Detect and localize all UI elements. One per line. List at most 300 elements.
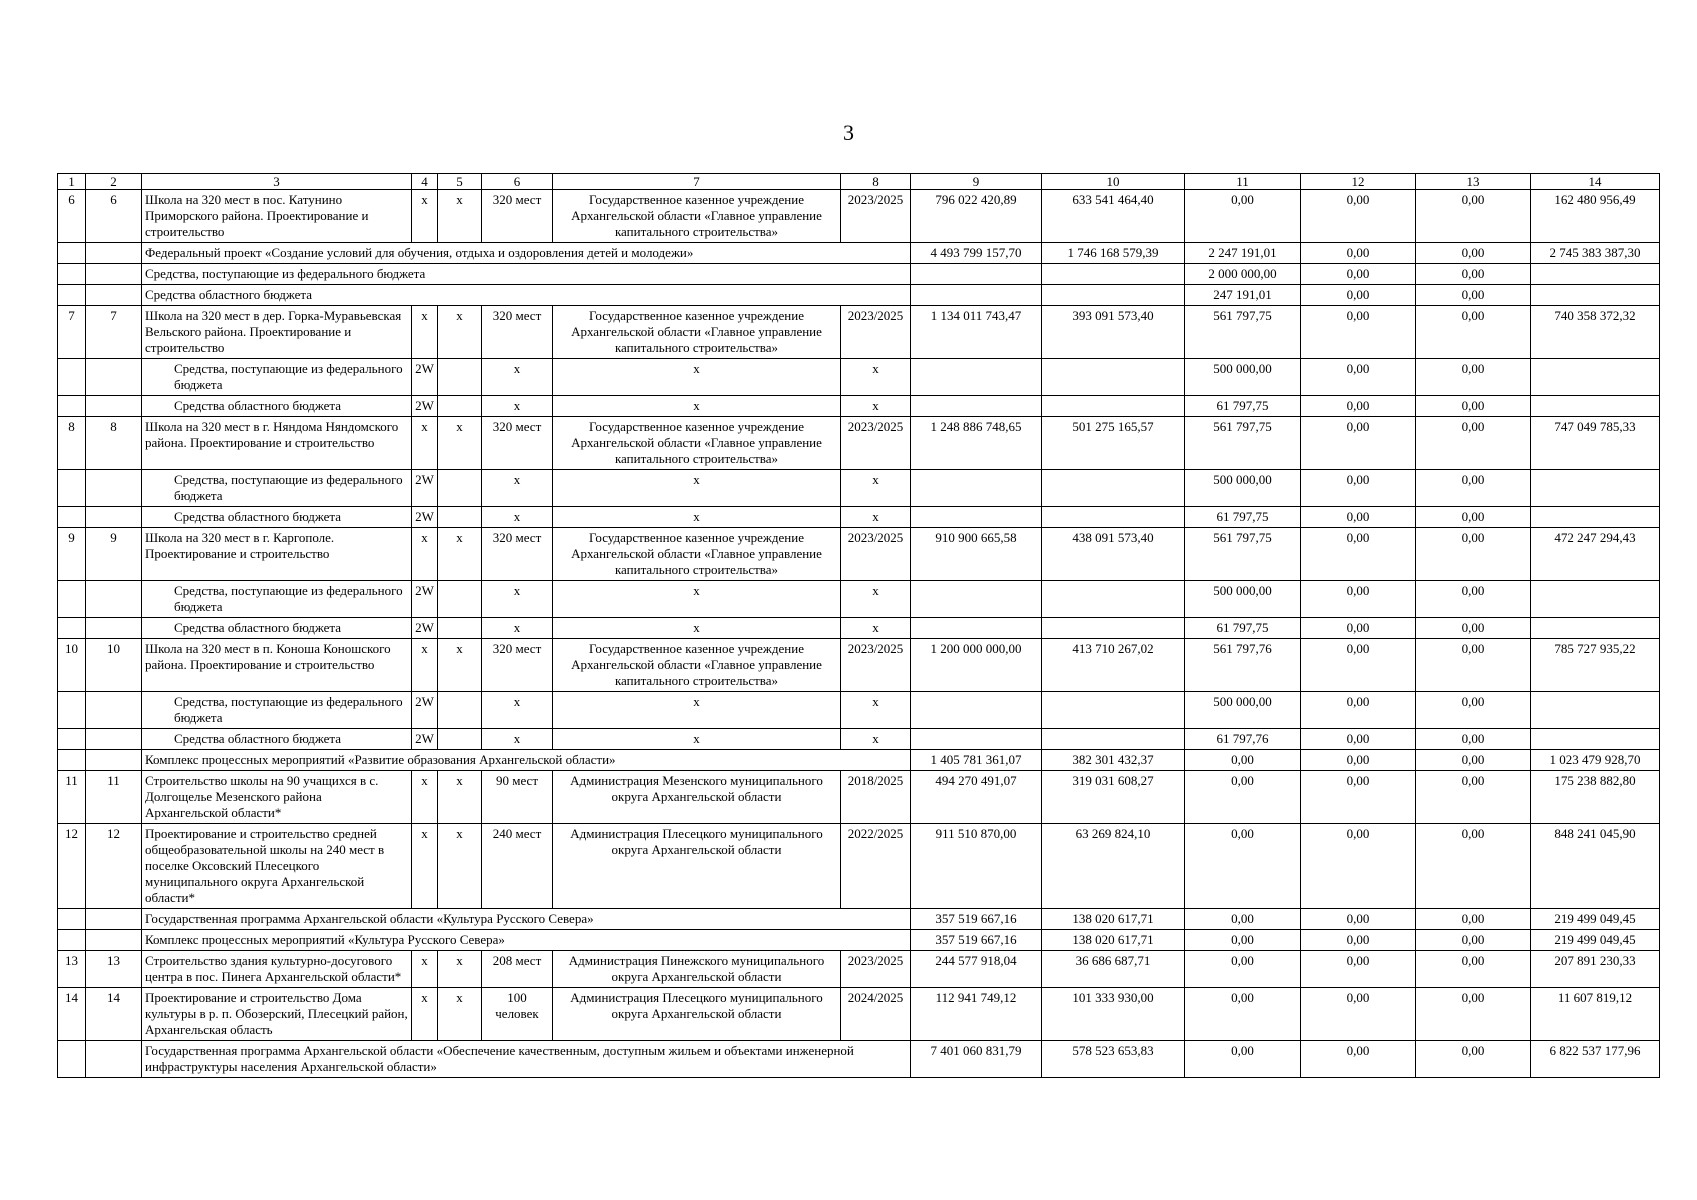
object-name: Проектирование и строительство средней общеобразовательной школы на 240 мест в поселке Оксовский Плесецкого муниципального округа Архангельской области* <box>142 824 412 909</box>
attribute-cell: х <box>412 951 438 988</box>
amount-cell <box>1531 264 1660 285</box>
attribute-cell: х <box>841 507 911 528</box>
row-number <box>58 581 86 618</box>
funding-source-label: Средства, поступающие из федерального бюджета <box>142 692 412 729</box>
amount-cell: 357 519 667,16 <box>911 909 1042 930</box>
attribute-cell: х <box>553 507 841 528</box>
amount-cell: 219 499 049,45 <box>1531 930 1660 951</box>
row-number: 8 <box>86 417 142 470</box>
amount-cell: 0,00 <box>1301 639 1416 692</box>
amount-cell: 911 510 870,00 <box>911 824 1042 909</box>
attribute-cell: Государственное казенное учреждение Архангельской области «Главное управление капитального строительства» <box>553 528 841 581</box>
amount-cell <box>911 507 1042 528</box>
amount-cell: 500 000,00 <box>1185 470 1301 507</box>
attribute-cell: х <box>438 417 482 470</box>
amount-cell: 633 541 464,40 <box>1042 190 1185 243</box>
attribute-cell: 320 мест <box>482 190 553 243</box>
amount-cell <box>1531 581 1660 618</box>
row-number: 6 <box>86 190 142 243</box>
column-number-8: 8 <box>841 174 911 190</box>
row-number <box>58 470 86 507</box>
header-row <box>58 174 1660 190</box>
attribute-cell: 208 мест <box>482 951 553 988</box>
funding-source-row <box>58 507 1660 528</box>
amount-cell: 0,00 <box>1301 729 1416 750</box>
amount-cell <box>1531 470 1660 507</box>
amount-cell: 6 822 537 177,96 <box>1531 1041 1660 1078</box>
column-number-14: 14 <box>1531 174 1660 190</box>
amount-cell <box>911 359 1042 396</box>
funding-source-row <box>58 396 1660 417</box>
amount-cell: 0,00 <box>1185 951 1301 988</box>
funding-source-row <box>58 692 1660 729</box>
empty-cell <box>86 264 142 285</box>
attribute-cell: 2022/2025 <box>841 824 911 909</box>
amount-cell <box>1042 359 1185 396</box>
amount-cell: 472 247 294,43 <box>1531 528 1660 581</box>
object-row <box>58 306 1660 359</box>
amount-cell: 0,00 <box>1185 190 1301 243</box>
attribute-cell: Государственное казенное учреждение Архангельской области «Главное управление капитального строительства» <box>553 306 841 359</box>
attribute-cell: х <box>482 507 553 528</box>
attribute-cell: 2W <box>412 729 438 750</box>
empty-cell <box>58 909 86 930</box>
amount-cell: 1 200 000 000,00 <box>911 639 1042 692</box>
object-row <box>58 824 1660 909</box>
amount-cell: 0,00 <box>1301 581 1416 618</box>
section-title: Комплекс процессных мероприятий «Развитие образования Архангельской области» <box>142 750 911 771</box>
attribute-cell: 2W <box>412 359 438 396</box>
object-name: Школа на 320 мест в дер. Горка-Муравьевская Вельского района. Проектирование и строительство <box>142 306 412 359</box>
amount-cell: 1 405 781 361,07 <box>911 750 1042 771</box>
amount-cell: 0,00 <box>1416 824 1531 909</box>
attribute-cell: Государственное казенное учреждение Архангельской области «Главное управление капитального строительства» <box>553 417 841 470</box>
amount-cell <box>911 470 1042 507</box>
column-number-5: 5 <box>438 174 482 190</box>
funding-source-label: Средства, поступающие из федерального бюджета <box>142 581 412 618</box>
section-total-row <box>58 285 1660 306</box>
empty-cell <box>86 750 142 771</box>
amount-cell: 0,00 <box>1416 470 1531 507</box>
attribute-cell: 2W <box>412 618 438 639</box>
page-number: 3 <box>843 120 854 145</box>
amount-cell: 0,00 <box>1416 771 1531 824</box>
object-row <box>58 639 1660 692</box>
attribute-cell: 2023/2025 <box>841 306 911 359</box>
attribute-cell: Администрация Мезенского муниципального округа Архангельской области <box>553 771 841 824</box>
attribute-cell: х <box>482 359 553 396</box>
empty-cell <box>86 909 142 930</box>
attribute-cell: 2023/2025 <box>841 951 911 988</box>
amount-cell: 0,00 <box>1416 618 1531 639</box>
amount-cell: 747 049 785,33 <box>1531 417 1660 470</box>
amount-cell: 740 358 372,32 <box>1531 306 1660 359</box>
object-name: Школа на 320 мест в г. Няндома Няндомского района. Проектирование и строительство <box>142 417 412 470</box>
amount-cell <box>1042 618 1185 639</box>
attribute-cell: х <box>482 729 553 750</box>
amount-cell: 561 797,75 <box>1185 417 1301 470</box>
object-row <box>58 988 1660 1041</box>
attribute-cell: 2023/2025 <box>841 417 911 470</box>
row-number <box>86 359 142 396</box>
amount-cell: 382 301 432,37 <box>1042 750 1185 771</box>
amount-cell: 0,00 <box>1416 988 1531 1041</box>
column-number-2: 2 <box>86 174 142 190</box>
attribute-cell: х <box>553 692 841 729</box>
attribute-cell: 2023/2025 <box>841 528 911 581</box>
amount-cell: 848 241 045,90 <box>1531 824 1660 909</box>
attribute-cell: 2023/2025 <box>841 190 911 243</box>
funding-source-label: Средства областного бюджета <box>142 396 412 417</box>
amount-cell: 0,00 <box>1416 417 1531 470</box>
attribute-cell: х <box>412 639 438 692</box>
amount-cell: 0,00 <box>1416 507 1531 528</box>
amount-cell: 0,00 <box>1185 909 1301 930</box>
amount-cell: 61 797,75 <box>1185 396 1301 417</box>
attribute-cell <box>438 692 482 729</box>
amount-cell: 910 900 665,58 <box>911 528 1042 581</box>
attribute-cell: х <box>841 729 911 750</box>
amount-cell: 0,00 <box>1185 824 1301 909</box>
amount-cell: 247 191,01 <box>1185 285 1301 306</box>
amount-cell <box>1531 396 1660 417</box>
attribute-cell: х <box>438 528 482 581</box>
section-total-row <box>58 264 1660 285</box>
amount-cell: 0,00 <box>1185 930 1301 951</box>
amount-cell: 0,00 <box>1416 285 1531 306</box>
row-number: 9 <box>58 528 86 581</box>
amount-cell: 7 401 060 831,79 <box>911 1041 1042 1078</box>
amount-cell: 0,00 <box>1416 930 1531 951</box>
amount-cell <box>1042 396 1185 417</box>
amount-cell: 0,00 <box>1301 618 1416 639</box>
amount-cell: 2 247 191,01 <box>1185 243 1301 264</box>
attribute-cell: х <box>841 470 911 507</box>
row-number: 11 <box>86 771 142 824</box>
attribute-cell: 2W <box>412 470 438 507</box>
funding-source-row <box>58 581 1660 618</box>
funding-source-row <box>58 729 1660 750</box>
amount-cell: 244 577 918,04 <box>911 951 1042 988</box>
amount-cell: 0,00 <box>1301 190 1416 243</box>
attribute-cell: х <box>438 190 482 243</box>
attribute-cell: х <box>553 359 841 396</box>
section-title: Средства областного бюджета <box>142 285 911 306</box>
amount-cell: 0,00 <box>1301 692 1416 729</box>
attribute-cell: х <box>553 581 841 618</box>
attribute-cell: 240 мест <box>482 824 553 909</box>
amount-cell: 561 797,75 <box>1185 306 1301 359</box>
amount-cell: 0,00 <box>1416 951 1531 988</box>
amount-cell: 0,00 <box>1416 1041 1531 1078</box>
amount-cell: 0,00 <box>1416 306 1531 359</box>
amount-cell: 0,00 <box>1301 951 1416 988</box>
empty-cell <box>58 1041 86 1078</box>
amount-cell: 500 000,00 <box>1185 359 1301 396</box>
attribute-cell: х <box>438 771 482 824</box>
object-name: Строительство здания культурно-досугового центра в пос. Пинега Архангельской области* <box>142 951 412 988</box>
object-name: Проектирование и строительство Дома культуры в р. п. Обозерский, Плесецкий район, Архангельская область <box>142 988 412 1041</box>
amount-cell: 138 020 617,71 <box>1042 909 1185 930</box>
attribute-cell: 320 мест <box>482 639 553 692</box>
amount-cell: 0,00 <box>1185 1041 1301 1078</box>
section-title: Федеральный проект «Создание условий для обучения, отдыха и оздоровления детей и молодежи» <box>142 243 911 264</box>
object-row <box>58 951 1660 988</box>
amount-cell <box>1531 285 1660 306</box>
row-number <box>58 618 86 639</box>
amount-cell: 0,00 <box>1301 930 1416 951</box>
attribute-cell: х <box>841 581 911 618</box>
amount-cell: 0,00 <box>1301 417 1416 470</box>
attribute-cell: Администрация Плесецкого муниципального округа Архангельской области <box>553 988 841 1041</box>
section-title: Государственная программа Архангельской области «Обеспечение качественным, доступным жильем и объектами инженерной инфраструктуры населения Архангельской области» <box>142 1041 911 1078</box>
empty-cell <box>58 285 86 306</box>
empty-cell <box>86 1041 142 1078</box>
amount-cell: 0,00 <box>1301 988 1416 1041</box>
row-number <box>58 396 86 417</box>
amount-cell: 0,00 <box>1301 507 1416 528</box>
row-number: 13 <box>86 951 142 988</box>
column-number-1: 1 <box>58 174 86 190</box>
row-number <box>86 618 142 639</box>
attribute-cell: х <box>553 729 841 750</box>
amount-cell: 413 710 267,02 <box>1042 639 1185 692</box>
amount-cell <box>1042 470 1185 507</box>
amount-cell: 61 797,75 <box>1185 507 1301 528</box>
row-number: 10 <box>86 639 142 692</box>
amount-cell: 1 248 886 748,65 <box>911 417 1042 470</box>
attribute-cell <box>438 359 482 396</box>
amount-cell: 0,00 <box>1301 1041 1416 1078</box>
column-number-11: 11 <box>1185 174 1301 190</box>
amount-cell: 438 091 573,40 <box>1042 528 1185 581</box>
attribute-cell: х <box>482 470 553 507</box>
object-name: Школа на 320 мест в г. Каргополе. Проектирование и строительство <box>142 528 412 581</box>
attribute-cell: х <box>412 306 438 359</box>
amount-cell: 0,00 <box>1301 771 1416 824</box>
amount-cell: 0,00 <box>1301 264 1416 285</box>
attribute-cell: х <box>438 824 482 909</box>
amount-cell: 0,00 <box>1416 396 1531 417</box>
attribute-cell: 2024/2025 <box>841 988 911 1041</box>
amount-cell <box>1531 359 1660 396</box>
column-number-3: 3 <box>142 174 412 190</box>
amount-cell: 785 727 935,22 <box>1531 639 1660 692</box>
attribute-cell <box>438 507 482 528</box>
amount-cell: 319 031 608,27 <box>1042 771 1185 824</box>
amount-cell: 0,00 <box>1301 909 1416 930</box>
row-number <box>86 692 142 729</box>
amount-cell: 0,00 <box>1416 639 1531 692</box>
object-name: Школа на 320 мест в пос. Катунино Приморского района. Проектирование и строительство <box>142 190 412 243</box>
amount-cell: 0,00 <box>1301 470 1416 507</box>
attribute-cell: х <box>412 824 438 909</box>
row-number: 13 <box>58 951 86 988</box>
amount-cell <box>1042 729 1185 750</box>
amount-cell: 500 000,00 <box>1185 692 1301 729</box>
funding-source-label: Средства, поступающие из федерального бюджета <box>142 470 412 507</box>
empty-cell <box>58 930 86 951</box>
amount-cell: 494 270 491,07 <box>911 771 1042 824</box>
row-number: 9 <box>86 528 142 581</box>
attribute-cell <box>438 396 482 417</box>
column-number-10: 10 <box>1042 174 1185 190</box>
amount-cell <box>911 396 1042 417</box>
amount-cell: 501 275 165,57 <box>1042 417 1185 470</box>
attribute-cell: Государственное казенное учреждение Архангельской области «Главное управление капитального строительства» <box>553 639 841 692</box>
attribute-cell: х <box>841 359 911 396</box>
attribute-cell: х <box>438 951 482 988</box>
amount-cell <box>911 285 1042 306</box>
section-title: Государственная программа Архангельской области «Культура Русского Севера» <box>142 909 911 930</box>
attribute-cell: 100 человек <box>482 988 553 1041</box>
column-number-4: 4 <box>412 174 438 190</box>
attribute-cell: х <box>841 618 911 639</box>
amount-cell: 61 797,76 <box>1185 729 1301 750</box>
amount-cell: 63 269 824,10 <box>1042 824 1185 909</box>
attribute-cell <box>438 729 482 750</box>
amount-cell: 175 238 882,80 <box>1531 771 1660 824</box>
attribute-cell <box>438 581 482 618</box>
section-total-row <box>58 1041 1660 1078</box>
funding-source-label: Средства областного бюджета <box>142 507 412 528</box>
amount-cell: 207 891 230,33 <box>1531 951 1660 988</box>
row-number <box>86 396 142 417</box>
row-number: 10 <box>58 639 86 692</box>
amount-cell: 357 519 667,16 <box>911 930 1042 951</box>
row-number: 14 <box>58 988 86 1041</box>
amount-cell: 36 686 687,71 <box>1042 951 1185 988</box>
object-row <box>58 190 1660 243</box>
amount-cell <box>911 581 1042 618</box>
attribute-cell: х <box>482 692 553 729</box>
amount-cell: 1 134 011 743,47 <box>911 306 1042 359</box>
attribute-cell: х <box>438 639 482 692</box>
attribute-cell: Администрация Плесецкого муниципального округа Архангельской области <box>553 824 841 909</box>
attribute-cell <box>438 618 482 639</box>
attribute-cell: 2023/2025 <box>841 639 911 692</box>
amount-cell: 796 022 420,89 <box>911 190 1042 243</box>
attribute-cell: 320 мест <box>482 306 553 359</box>
amount-cell: 101 333 930,00 <box>1042 988 1185 1041</box>
section-total-row <box>58 909 1660 930</box>
attribute-cell: х <box>553 396 841 417</box>
funding-source-label: Средства областного бюджета <box>142 618 412 639</box>
row-number: 14 <box>86 988 142 1041</box>
empty-cell <box>58 750 86 771</box>
amount-cell <box>1042 264 1185 285</box>
amount-cell <box>1042 285 1185 306</box>
attribute-cell: Администрация Пинежского муниципального округа Архангельской области <box>553 951 841 988</box>
amount-cell: 0,00 <box>1185 750 1301 771</box>
attribute-cell: х <box>482 581 553 618</box>
attribute-cell: 2W <box>412 507 438 528</box>
attribute-cell: 320 мест <box>482 417 553 470</box>
funding-source-label: Средства, поступающие из федерального бюджета <box>142 359 412 396</box>
amount-cell <box>1042 692 1185 729</box>
amount-cell: 61 797,75 <box>1185 618 1301 639</box>
attribute-cell: х <box>438 306 482 359</box>
funding-source-row <box>58 618 1660 639</box>
amount-cell: 0,00 <box>1416 359 1531 396</box>
amount-cell: 0,00 <box>1416 264 1531 285</box>
amount-cell: 0,00 <box>1416 528 1531 581</box>
amount-cell: 162 480 956,49 <box>1531 190 1660 243</box>
row-number <box>86 729 142 750</box>
section-total-row <box>58 930 1660 951</box>
section-title: Комплекс процессных мероприятий «Культура Русского Севера» <box>142 930 911 951</box>
amount-cell: 0,00 <box>1301 243 1416 264</box>
row-number: 11 <box>58 771 86 824</box>
attribute-cell: х <box>412 988 438 1041</box>
row-number <box>86 470 142 507</box>
amount-cell: 2 000 000,00 <box>1185 264 1301 285</box>
attribute-cell: 320 мест <box>482 528 553 581</box>
amount-cell: 0,00 <box>1301 528 1416 581</box>
amount-cell: 0,00 <box>1301 359 1416 396</box>
attribute-cell: х <box>412 528 438 581</box>
attribute-cell: х <box>841 692 911 729</box>
amount-cell <box>1531 692 1660 729</box>
attribute-cell: х <box>438 988 482 1041</box>
amount-cell: 4 493 799 157,70 <box>911 243 1042 264</box>
column-number-7: 7 <box>553 174 841 190</box>
attribute-cell: х <box>553 618 841 639</box>
row-number <box>86 581 142 618</box>
empty-cell <box>58 243 86 264</box>
amount-cell: 1 023 479 928,70 <box>1531 750 1660 771</box>
amount-cell: 0,00 <box>1416 729 1531 750</box>
object-row <box>58 528 1660 581</box>
amount-cell: 0,00 <box>1416 750 1531 771</box>
amount-cell: 0,00 <box>1416 581 1531 618</box>
attribute-cell <box>438 470 482 507</box>
attribute-cell: 2W <box>412 396 438 417</box>
amount-cell <box>1531 507 1660 528</box>
amount-cell: 1 746 168 579,39 <box>1042 243 1185 264</box>
empty-cell <box>86 285 142 306</box>
attribute-cell: х <box>412 771 438 824</box>
attribute-cell: х <box>841 396 911 417</box>
attribute-cell: 2018/2025 <box>841 771 911 824</box>
amount-cell <box>911 729 1042 750</box>
amount-cell: 393 091 573,40 <box>1042 306 1185 359</box>
attribute-cell: х <box>482 618 553 639</box>
amount-cell: 2 745 383 387,30 <box>1531 243 1660 264</box>
row-number: 12 <box>86 824 142 909</box>
column-number-13: 13 <box>1416 174 1531 190</box>
funding-source-row <box>58 470 1660 507</box>
section-title: Средства, поступающие из федерального бюджета <box>142 264 911 285</box>
attribute-cell: 90 мест <box>482 771 553 824</box>
amount-cell: 0,00 <box>1301 396 1416 417</box>
attribute-cell: х <box>412 190 438 243</box>
object-name: Школа на 320 мест в п. Коноша Коношского района. Проектирование и строительство <box>142 639 412 692</box>
funding-source-row <box>58 359 1660 396</box>
attribute-cell: х <box>553 470 841 507</box>
attribute-cell: 2W <box>412 581 438 618</box>
amount-cell: 219 499 049,45 <box>1531 909 1660 930</box>
attribute-cell: 2W <box>412 692 438 729</box>
amount-cell: 0,00 <box>1301 824 1416 909</box>
attribute-cell: х <box>482 396 553 417</box>
column-number-6: 6 <box>482 174 553 190</box>
object-name: Строительство школы на 90 учащихся в с. Долгощелье Мезенского района Архангельской области* <box>142 771 412 824</box>
section-total-row <box>58 750 1660 771</box>
amount-cell <box>911 692 1042 729</box>
amount-cell: 0,00 <box>1301 750 1416 771</box>
amount-cell: 0,00 <box>1416 190 1531 243</box>
